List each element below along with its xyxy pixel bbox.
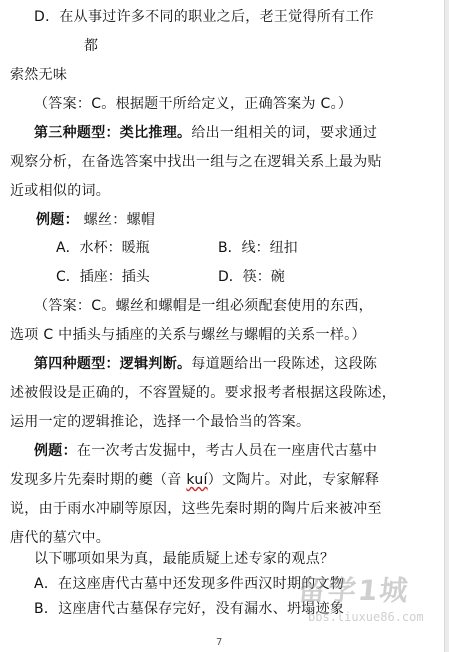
example2-line2-a: 发现多片先秦时期的夔（音 (10, 472, 187, 488)
page-edge (444, 0, 449, 652)
option-d-line1: D．在从事过许多不同的职业之后，老王觉得所有工作 (34, 9, 374, 25)
option-d-line3: 索然无味 (10, 67, 68, 83)
type3-line2: 观察分析，在备选答案中找出一组与之在逻辑关系上最为贴 (10, 154, 382, 170)
example1-option-d: D．筷：碗 (218, 269, 285, 285)
question-line: 以下哪项如果为真，最能质疑上述专家的观点？ (34, 551, 335, 567)
example2-label: 例题： (34, 443, 77, 459)
answer-2-line1: （答案：C。螺丝和螺帽是一组必须配套使用的东西， (34, 298, 373, 314)
example2-line1 (34, 442, 377, 460)
type4-line1 (34, 355, 377, 373)
example2-text: 在一次考古发掘中，考古人员在一座唐代古墓中 (76, 443, 378, 459)
example2-line4: 唐代的墓穴中。 (10, 530, 111, 546)
type3-line3: 近或相似的词。 (10, 183, 111, 199)
type3-text: 给出一组相关的词，要求通过 (191, 125, 378, 141)
watermark-url: bbs.liuxue86.com (308, 610, 424, 624)
example2-line2 (10, 471, 379, 489)
page-number: 7 (216, 637, 223, 648)
watermark-logo: 留学1城 (296, 574, 412, 607)
type3-title: 第三种题型：类比推理。 (34, 125, 192, 141)
type4-text: 每道题给出一段陈述，这段陈 (191, 356, 378, 372)
type4-line2: 述被假设是正确的，不容置疑的。要求报考者根据这段陈述， (10, 385, 397, 401)
site-watermark (298, 574, 438, 634)
example1-label: 例题： (36, 212, 79, 228)
example1-option-a: A．水杯：暖瓶 (56, 240, 150, 256)
example1-line (36, 211, 155, 229)
option-d-line2: 都 (84, 38, 99, 54)
pinyin-kui: kuí (186, 472, 208, 488)
example2-line3: 说，由于雨水冲刷等原因，这些先秦时期的陶片后来被冲至 (10, 501, 382, 517)
example1-option-c: C．插座：插头 (56, 269, 150, 285)
example2-line2-b: ）文陶片。对此，专家解释 (207, 472, 380, 488)
answer-2-line2: 选项 C 中插头与插座的关系与螺丝与螺帽的关系一样。） (10, 327, 366, 343)
answer-1: （答案：C。根据题干所给定义，正确答案为 C。） (34, 96, 353, 112)
type4-title: 第四种题型：逻辑判断。 (34, 356, 192, 372)
type3-line1 (34, 124, 377, 142)
question-option-a: A．在这座唐代古墓中还发现多件西汉时期的文物 (34, 576, 345, 592)
type4-line3: 运用一定的逻辑推论，选择一个最恰当的答案。 (10, 414, 311, 430)
example1-option-b: B．线：纽扣 (218, 240, 298, 256)
example1-pair: 螺丝：螺帽 (83, 212, 156, 228)
question-option-b: B．这座唐代古墓保存完好，没有漏水、坍塌迹象 (34, 601, 345, 617)
